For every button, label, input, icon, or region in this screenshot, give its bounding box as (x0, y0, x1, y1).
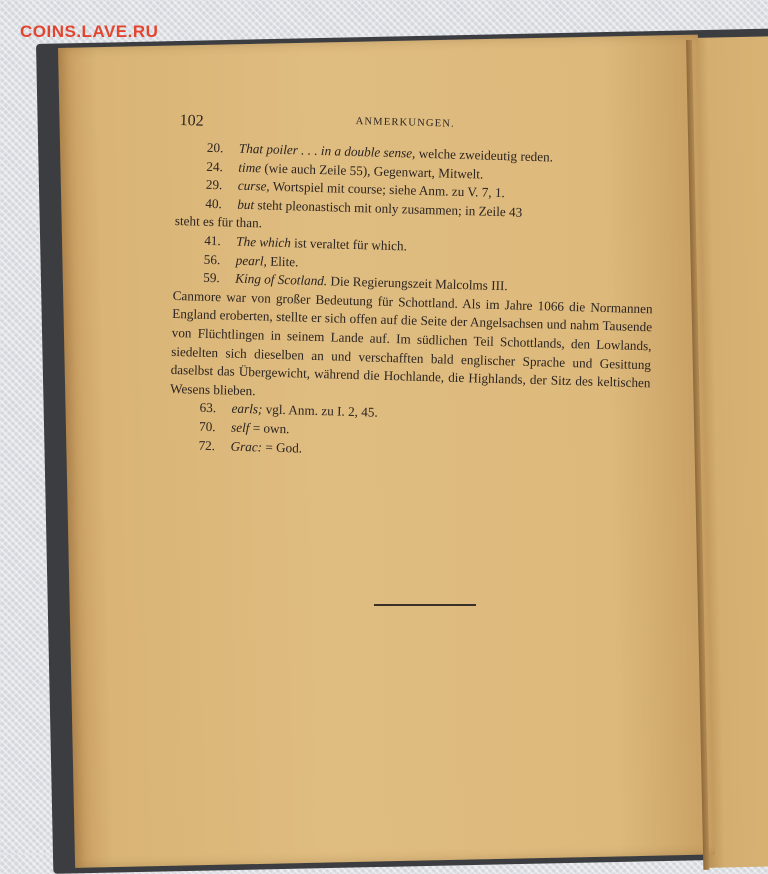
note-lemma: time (238, 159, 262, 175)
note-text: Wortspiel mit course; siehe Anm. zu V. 7, 1. (269, 178, 506, 201)
note-number: 41. (204, 232, 222, 249)
note-lemma: earls; (231, 400, 263, 417)
note-text: = own. (249, 420, 290, 437)
note-text: steht pleonastisch mit only zusammen; in Zeile 43 (253, 196, 523, 220)
note-number: 20. (206, 139, 224, 156)
note-number: 56. (203, 251, 221, 267)
note-text: welche zweideutig reden. (415, 145, 554, 165)
note-number: 63. (199, 400, 217, 416)
note-lemma: That poiler . . . in a double sense, (238, 140, 416, 161)
note-lemma: but (237, 196, 255, 212)
note-text: (wie auch Zeile 55), Gegenwart, Mitwelt. (260, 159, 484, 182)
note-number: 70. (198, 418, 216, 435)
page-content (168, 108, 657, 467)
note-lemma: self (230, 419, 250, 436)
note-number: 72. (198, 437, 216, 453)
note-lemma: The which (236, 233, 292, 251)
note-number: 24. (206, 158, 224, 174)
watermark-text: COINS.LAVE.RU (20, 22, 159, 41)
page-number: 102 (179, 112, 204, 130)
note-lemma: Grac: (230, 438, 263, 454)
note-lemma: King of Scotland. (235, 270, 328, 289)
note-text: = God. (261, 438, 303, 456)
end-rule (374, 604, 476, 606)
note-text: vgl. Anm. zu I. 2, 45. (262, 401, 378, 421)
note-text: Die Regierungszeit Malcolms III. (326, 273, 508, 294)
note-40-continuation: steht es für than. (174, 213, 263, 231)
note-lemma: pearl, (235, 252, 268, 269)
note-59-continuation: Canmore war von großer Bedeutung für Schottland. Als im Jahre 1066 die Normannen England eroberten, stellte er sich offen auf die Seite der Angelsachsen und nahm Tausende von Flüchtlingen in seinem Lande auf. Im südlichen Teil Schottlands, den Lowlands, siedelten sich dieselben an und verschafften bald englischer Sprache und Gesittung daselbst das Übergewicht, während die Hochlande, die Highlands, der Sitz des keltischen Wesens blieben. (169, 287, 653, 398)
note-text: ist veraltet für which. (290, 235, 408, 254)
note-number: 40. (205, 195, 223, 212)
note-number: 29. (205, 176, 223, 193)
note-lemma: curse, (237, 177, 270, 194)
running-head: ANMERKUNGEN. (355, 115, 456, 130)
note-number: 59. (203, 269, 220, 286)
note-text: Elite. (266, 253, 299, 269)
